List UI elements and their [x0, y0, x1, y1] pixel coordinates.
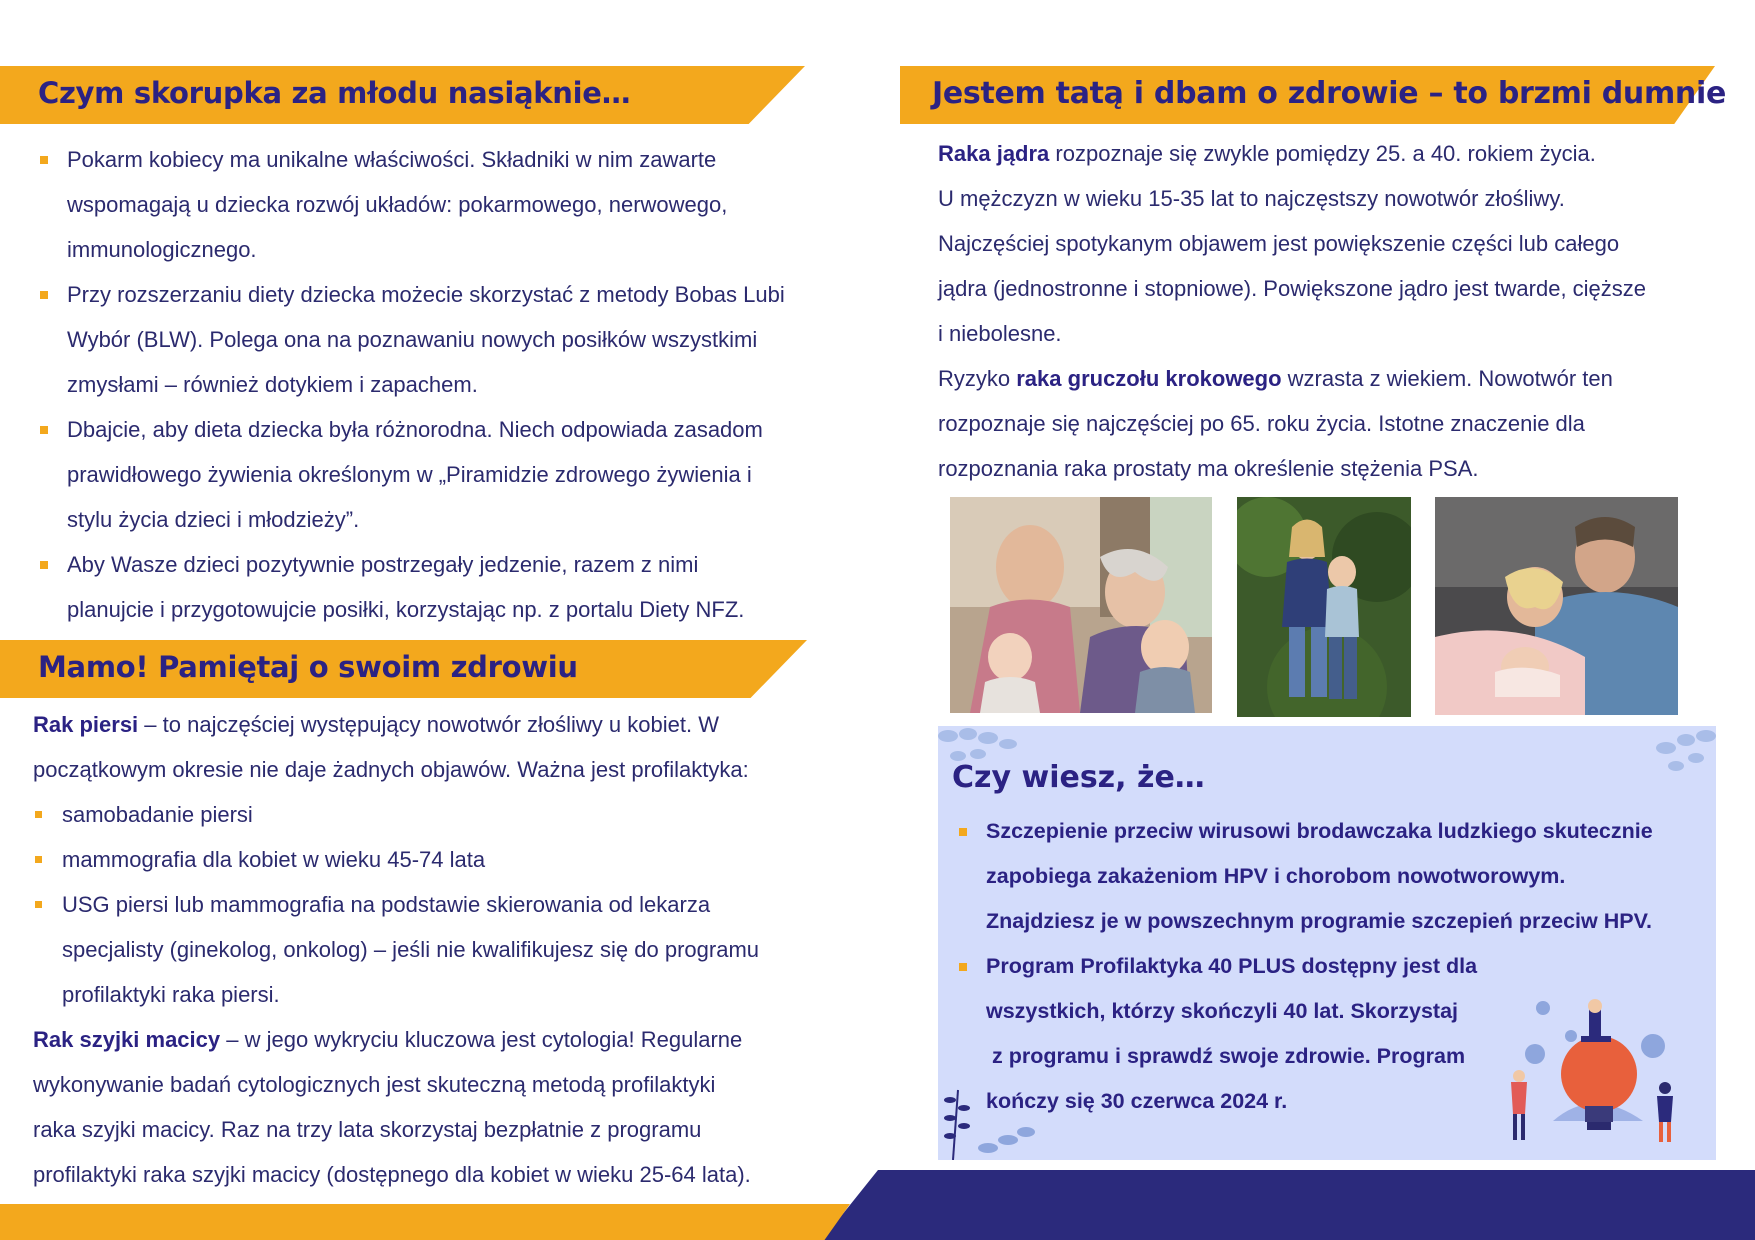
list-item	[952, 809, 1692, 944]
bullet-marker	[40, 426, 48, 434]
infobox-title: Czy wiesz, że…	[952, 760, 1205, 795]
children-hugging-photo	[1237, 497, 1411, 717]
text-line: profilaktyki raka piersi.	[62, 982, 280, 1007]
nutrition-bullet-list	[33, 137, 813, 632]
text-line: Program Profilaktyka 40 PLUS dostępny jest dla	[986, 954, 1478, 978]
text-line: U mężczyzn w wieku 15-35 lat to najczęstszy nowotwór złośliwy.	[938, 186, 1565, 211]
list-item	[28, 837, 818, 882]
footer-navy-bar	[822, 1170, 1755, 1240]
text-line: Najczęściej spotykanym objawem jest powiększenie części lub całego	[938, 231, 1620, 256]
list-item	[28, 882, 818, 1017]
text-line: początkowym okresie nie daje żadnych objawów. Ważna jest profilaktyka:	[33, 757, 749, 782]
bullet-marker	[40, 156, 48, 164]
bullet-marker	[959, 828, 967, 836]
men-health-paragraph	[938, 131, 1728, 491]
text-line: planujcie i przygotowujcie posiłki, korzystając np. z portalu Diety NFZ.	[67, 597, 745, 622]
text-span: – w jego wykryciu kluczowa jest cytologia! Regularne	[220, 1027, 743, 1052]
list-item	[33, 272, 813, 407]
section-banner-father-health	[900, 66, 1727, 124]
text-line: samobadanie piersi	[62, 802, 253, 827]
section-title: Czym skorupka za młodu nasiąknie…	[38, 76, 631, 110]
text-line: wykonywanie badań cytologicznych jest skuteczną metodą profilaktyki	[33, 1072, 716, 1097]
text-line: immunologicznego.	[67, 237, 257, 262]
text-line: zapobiega zakażeniom HPV i chorobom nowotworowym.	[986, 864, 1566, 888]
text-line: i niebolesne.	[938, 321, 1062, 346]
text-line: rozpoznaje się najczęściej po 65. roku życia. Istotne znaczenie dla	[938, 411, 1585, 436]
text-line: Pokarm kobiecy ma unikalne właściwości. Składniki w nim zawarte	[67, 147, 717, 172]
text-line: Wybór (BLW). Polega ona na poznawaniu nowych posiłków wszystkimi	[67, 327, 758, 352]
text-line: Przy rozszerzaniu diety dziecka możecie skorzystać z metody Bobas Lubi	[67, 282, 785, 307]
text-line	[938, 356, 1728, 401]
section-title: Mamo! Pamiętaj o swoim zdrowiu	[38, 650, 578, 684]
list-item	[33, 407, 813, 542]
text-line: prawidłowego żywienia określonym w „Piramidzie zdrowego żywienia i	[67, 462, 752, 487]
bullet-marker	[35, 901, 42, 908]
text-line: zmysłami – również dotykiem i zapachem.	[67, 372, 478, 397]
text-line: profilaktyki raka szyjki macicy (dostępnego dla kobiet w wieku 25-64 lata).	[33, 1162, 751, 1187]
grandparents-photo	[950, 497, 1212, 713]
section-title: Jestem tatą i dbam o zdrowie – to brzmi dumnie	[932, 76, 1727, 111]
did-you-know-box	[938, 726, 1716, 1160]
bullet-marker	[35, 856, 42, 863]
bold-term: raka gruczołu krokowego	[1016, 366, 1282, 391]
text-line: raka szyjki macicy. Raz na trzy lata skorzystaj bezpłatnie z programu	[33, 1117, 702, 1142]
bold-term: Rak piersi	[33, 712, 139, 737]
section-banner-nutrition	[0, 66, 805, 124]
list-item	[28, 792, 818, 837]
bullet-marker	[40, 561, 48, 569]
cervical-cancer-paragraph	[33, 1017, 833, 1197]
text-span: rozpoznaje się zwykle pomiędzy 25. a 40. rokiem życia.	[1049, 141, 1596, 166]
bullet-marker	[959, 963, 967, 971]
leaf-decoration-icon	[1616, 726, 1716, 796]
text-span: – to najczęściej występujący nowotwór złośliwy u kobiet. W	[138, 712, 719, 737]
section-banner-mother-health	[0, 640, 807, 698]
bold-term: Rak szyjki macicy	[33, 1027, 221, 1052]
text-line: wspomagają u dziecka rozwój układów: pokarmowego, nerwowego,	[67, 192, 728, 217]
text-line: specjalisty (ginekolog, onkolog) – jeśli nie kwalifikujesz się do programu	[62, 937, 760, 962]
text-line: stylu życia dzieci i młodzieży”.	[67, 507, 360, 532]
text-line: Szczepienie przeciw wirusowi brodawczaka ludzkiego skutecznie	[986, 819, 1653, 843]
text-line: wszystkich, którzy skończyli 40 lat. Skorzystaj	[986, 999, 1459, 1023]
text-line: Aby Wasze dzieci pozytywnie postrzegały jedzenie, razem z nimi	[67, 552, 699, 577]
father-family-photo	[1435, 497, 1678, 715]
text-line	[33, 702, 813, 747]
text-line: jądra (jednostronne i stopniowe). Powiększone jądro jest twarde, cięższe	[938, 276, 1647, 301]
list-item	[33, 542, 813, 632]
bullet-marker	[35, 811, 42, 818]
text-line: z programu i sprawdź swoje zdrowie. Program	[986, 1044, 1466, 1068]
text-line	[938, 131, 1728, 176]
text-line: USG piersi lub mammografia na podstawie skierowania od lekarza	[62, 892, 711, 917]
breast-cancer-paragraph	[33, 702, 813, 792]
text-span: Ryzyko	[938, 366, 1017, 391]
text-line: rozpoznania raka prostaty ma określenie stężenia PSA.	[938, 456, 1479, 481]
bullet-marker	[40, 291, 48, 299]
lightbulb-illustration-icon	[1493, 996, 1708, 1146]
text-span: wzrasta z wiekiem. Nowotwór ten	[1281, 366, 1613, 391]
list-item	[33, 137, 813, 272]
bold-term: Raka jądra	[938, 141, 1050, 166]
text-line	[33, 1017, 833, 1062]
text-line: Dbajcie, aby dieta dziecka była różnorodna. Niech odpowiada zasadom	[67, 417, 763, 442]
footer-yellow-bar	[0, 1204, 850, 1240]
text-line: Znajdziesz je w powszechnym programie szczepień przeciw HPV.	[986, 909, 1652, 933]
text-line: kończy się 30 czerwca 2024 r.	[986, 1089, 1288, 1113]
text-line: mammografia dla kobiet w wieku 45-74 lata	[62, 847, 486, 872]
breast-bullet-list	[28, 792, 818, 1017]
